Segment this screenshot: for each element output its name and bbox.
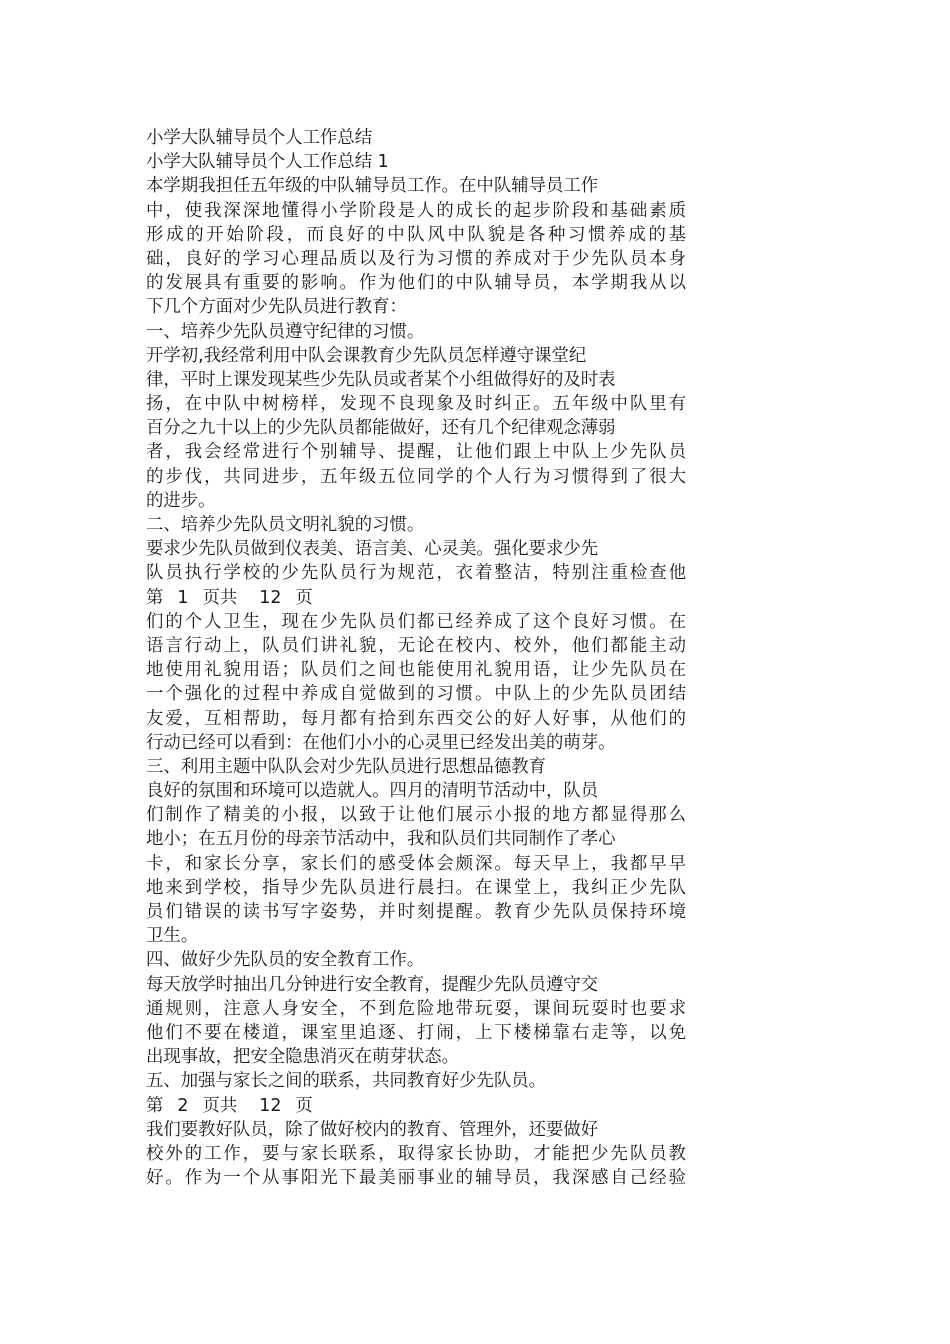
footer-page-total: 12 <box>259 1095 282 1116</box>
body-line: 者，我会经常进行个别辅导、提醒，让他们跟上中队上少先队员 <box>146 442 686 463</box>
body-line: 队员执行学校的少先队员行为规范，衣着整洁，特别注重检查他 <box>146 563 686 584</box>
body-line: 的发展具有重要的影响。作为他们的中队辅导员，本学期我从以 <box>146 273 686 294</box>
body-line: 的步伐，共同进步，五年级五位同学的个人行为习惯得到了很大 <box>146 466 686 487</box>
body-line: 语言行动上，队员们讲礼貌，无论在校内、校外，他们都能主动 <box>146 635 686 656</box>
body-line: 出现事故，把安全隐患消灭在萌芽状态。 <box>146 1047 460 1068</box>
body-line: 好。作为一个从事阳光下最美丽事业的辅导员，我深感自己经验 <box>146 1168 686 1189</box>
body-line: 们的个人卫生，现在少先队员们都已经养成了这个良好习惯。在 <box>146 611 686 632</box>
body-line: 通规则，注意人身安全，不到危险地带玩耍，课间玩耍时也要求 <box>146 998 686 1019</box>
footer-mid: 页共 <box>202 1095 238 1116</box>
document-title: 小学大队辅导员个人工作总结 <box>146 128 373 148</box>
body-line: 的进步。 <box>146 490 216 511</box>
body-line: 一、培养少先队员遵守纪律的习惯。 <box>146 321 425 342</box>
body-line: 地来到学校，指导少先队员进行晨扫。在课堂上，我纠正少先队 <box>146 877 686 898</box>
body-section-2 <box>146 610 686 1094</box>
footer-prefix: 第 <box>146 587 164 608</box>
body-line: 良好的氛围和环境可以造就人。四月的清明节活动中，队员 <box>146 781 599 802</box>
footer-page-total: 12 <box>259 587 282 608</box>
body-line: 二、培养少先队员文明礼貌的习惯。 <box>146 515 425 535</box>
body-line: 员们错误的读书写字姿势，并时刻提醒。教育少先队员保持环境 <box>146 902 686 922</box>
document-subtitle: 小学大队辅导员个人工作总结 1 <box>146 152 389 173</box>
body-line: 础，良好的学习心理品质以及行为习惯的养成对于少先队员本身 <box>146 248 686 269</box>
body-line: 开学初,我经常利用中队会课教育少先队员怎样遵守课堂纪 <box>146 345 587 366</box>
document-page <box>146 126 686 1190</box>
body-line: 友爱，互相帮助，每月都有拾到东西交公的好人好事，从他们的 <box>146 708 686 729</box>
body-line: 百分之九十以上的少先队员都能做好，还有几个纪律观念薄弱 <box>146 418 616 439</box>
body-line: 要求少先队员做到仪表美、语言美、心灵美。强化要求少先 <box>146 539 599 560</box>
body-line: 卫生。 <box>146 926 199 947</box>
body-line: 地小；在五月份的母亲节活动中，我和队员们共同制作了孝心 <box>146 829 616 850</box>
body-line: 四、做好少先队员的安全教育工作。 <box>146 950 425 971</box>
body-line: 一个强化的过程中养成自觉做到的习惯。中队上的少先队员团结 <box>146 684 686 705</box>
body-line: 中，使我深深地懂得小学阶段是人的成长的起步阶段和基础素质 <box>146 200 686 221</box>
body-line: 下几个方面对少先队员进行教育： <box>146 297 407 318</box>
footer-suffix: 页 <box>295 587 313 608</box>
footer-page-number: 2 <box>177 1095 189 1116</box>
body-line: 每天放学时抽出几分钟进行安全教育，提醒少先队员遵守交 <box>146 974 599 995</box>
page-footer-1 <box>146 586 686 610</box>
body-line: 扬，在中队中树榜样，发现不良现象及时纠正。五年级中队里有 <box>146 394 686 415</box>
body-line: 五、加强与家长之间的联系，共同教育好少先队员。 <box>146 1071 546 1092</box>
footer-suffix: 页 <box>295 1095 313 1116</box>
body-line: 我们要教好队员，除了做好校内的教育、管理外，还要做好 <box>146 1119 599 1140</box>
body-section-3 <box>146 1118 686 1191</box>
body-line: 行动已经可以看到：在他们小小的心灵里已经发出美的萌芽。 <box>146 732 616 753</box>
body-line: 形成的开始阶段，而良好的中队风中队貌是各种习惯养成的基 <box>146 224 686 245</box>
page-footer-2 <box>146 1094 686 1118</box>
body-line: 三、利用主题中队队会对少先队员进行思想品德教育 <box>146 756 546 777</box>
body-line: 律，平时上课发现某些少先队员或者某个小组做得好的及时表 <box>146 369 616 390</box>
footer-prefix: 第 <box>146 1095 164 1116</box>
body-line: 他们不要在楼道，课室里追逐、打闹，上下楼梯靠右走等，以免 <box>146 1022 686 1043</box>
body-line: 校外的工作，要与家长联系，取得家长协助，才能把少先队员教 <box>146 1143 686 1164</box>
body-section-1 <box>146 174 686 585</box>
body-line: 卡，和家长分享，家长们的感受体会颇深。每天早上，我都早早 <box>146 853 686 874</box>
body-line: 地使用礼貌用语；队员们之间也能使用礼貌用语，让少先队员在 <box>146 660 686 681</box>
body-line: 本学期我担任五年级的中队辅导员工作。在中队辅导员工作 <box>146 176 599 197</box>
body-line: 们制作了精美的小报，以致于让他们展示小报的地方都显得那么 <box>146 805 686 826</box>
footer-page-number: 1 <box>177 587 189 608</box>
footer-mid: 页共 <box>202 587 238 608</box>
